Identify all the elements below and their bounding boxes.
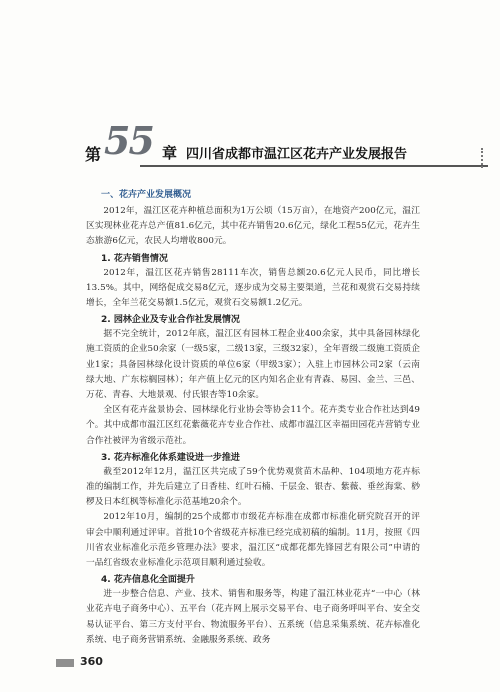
section-heading-overview: 一、花卉产业发展概况 [101, 190, 192, 200]
page-number: 360 [80, 655, 103, 668]
chapter-number: 55 [104, 118, 153, 163]
section-heading-sales: 1. 花卉销售情况 [101, 253, 168, 264]
chapter-divider [140, 165, 488, 167]
section-heading-enterprises: 2. 园林企业及专业合作社发展情况 [101, 315, 240, 326]
paragraph-overview: 2012年，温江区花卉种植总面积为1万公顷（15万亩），在地资产200亿元，温江区实现林业花卉总产值81.6亿元，其中花卉销售20.6亿元，绿化工程55亿元，花卉生态旅游6亿元，农民人均增收800元。 [86, 206, 420, 247]
paragraph-standards-2: 2012年10月，编制的25个成都市市级花卉标准在成都市标准化研究院召开的评审会中顺利通过评审。首批10个省级花卉标准已经完成初稿的编制。11月，按照《四川省农业标准化示范乡管理办法》要求，温江区“成都花都先锋园艺有限公司”申请的一品红省级农业标准化示范项目顺利通过验收。 [86, 512, 420, 569]
paragraph-enterprises: 据不完全统计，2012年底，温江区有园林工程企业400余家，其中具备园林绿化施工资质的企业50余家（一级5家，二级13家，三级32家），全年晋级二级施工资质企业1家；具备园林绿化设计资质的单位6家（甲级3家）；入驻上市园林公司2家（云南绿大地、广东棕榈园林）；年产值上亿元的区内知名企业有青森、易园、金兰、三邑、万花、青春、大地景观、付氏银杏等10余家。 [86, 329, 420, 401]
chapter-prefix: 第 [85, 145, 102, 164]
chapter-suffix: 章 [162, 144, 178, 162]
section-heading-standards: 3. 花卉标准化体系建设进一步推进 [101, 452, 240, 463]
paragraph-associations: 全区有花卉盆景协会、园林绿化行业协会等协会11个。花卉类专业合作社达到49个。其中成都市温江区红花紫薇花卉专业合作社、成都市温江区幸福田园花卉营销专业合作社被评为省级示范社。 [86, 405, 420, 446]
chapter-header [85, 118, 485, 166]
paragraph-standards-1: 截至2012年12月，温江区共完成了59个优势观赏苗木品种、104项地方花卉标准的编制工作，并先后建立了日香桂、红叶石楠、千层金、银杏、紫薇、垂丝海棠、桫椤及日本红枫等标准化示范基地20余个。 [86, 466, 420, 508]
chapter-title: 四川省成都市温江区花卉产业发展报告 [186, 147, 408, 162]
chapter-dotted-mark [481, 148, 489, 168]
section-heading-informatization: 4. 花卉信息化全面提升 [101, 575, 195, 586]
body-content [86, 188, 420, 648]
footer-bar [56, 659, 74, 667]
paragraph-sales: 2012年，温江区花卉销售28111车次，销售总额20.6亿元人民币，同比增长13.5%。其中，网络促成交易8亿元，逐步成为交易主要渠道，兰花和观赏石交易持续增长，全年兰花交易额1.5亿元，观赏石交易额1.2亿元。 [86, 267, 420, 309]
paragraph-informatization: 进一步整合信息、产业、技术、销售和服务等，构建了温江林业花卉“一中心（林业花卉电子商务中心）、五平台（花卉网上展示交易平台、电子商务呼叫平台、安全交易认证平台、第三方支付平台、物流服务平台）、五系统（信息采集系统、花卉标准化系统、电子商务营销系统、金融服务系统、政务 [86, 589, 420, 645]
